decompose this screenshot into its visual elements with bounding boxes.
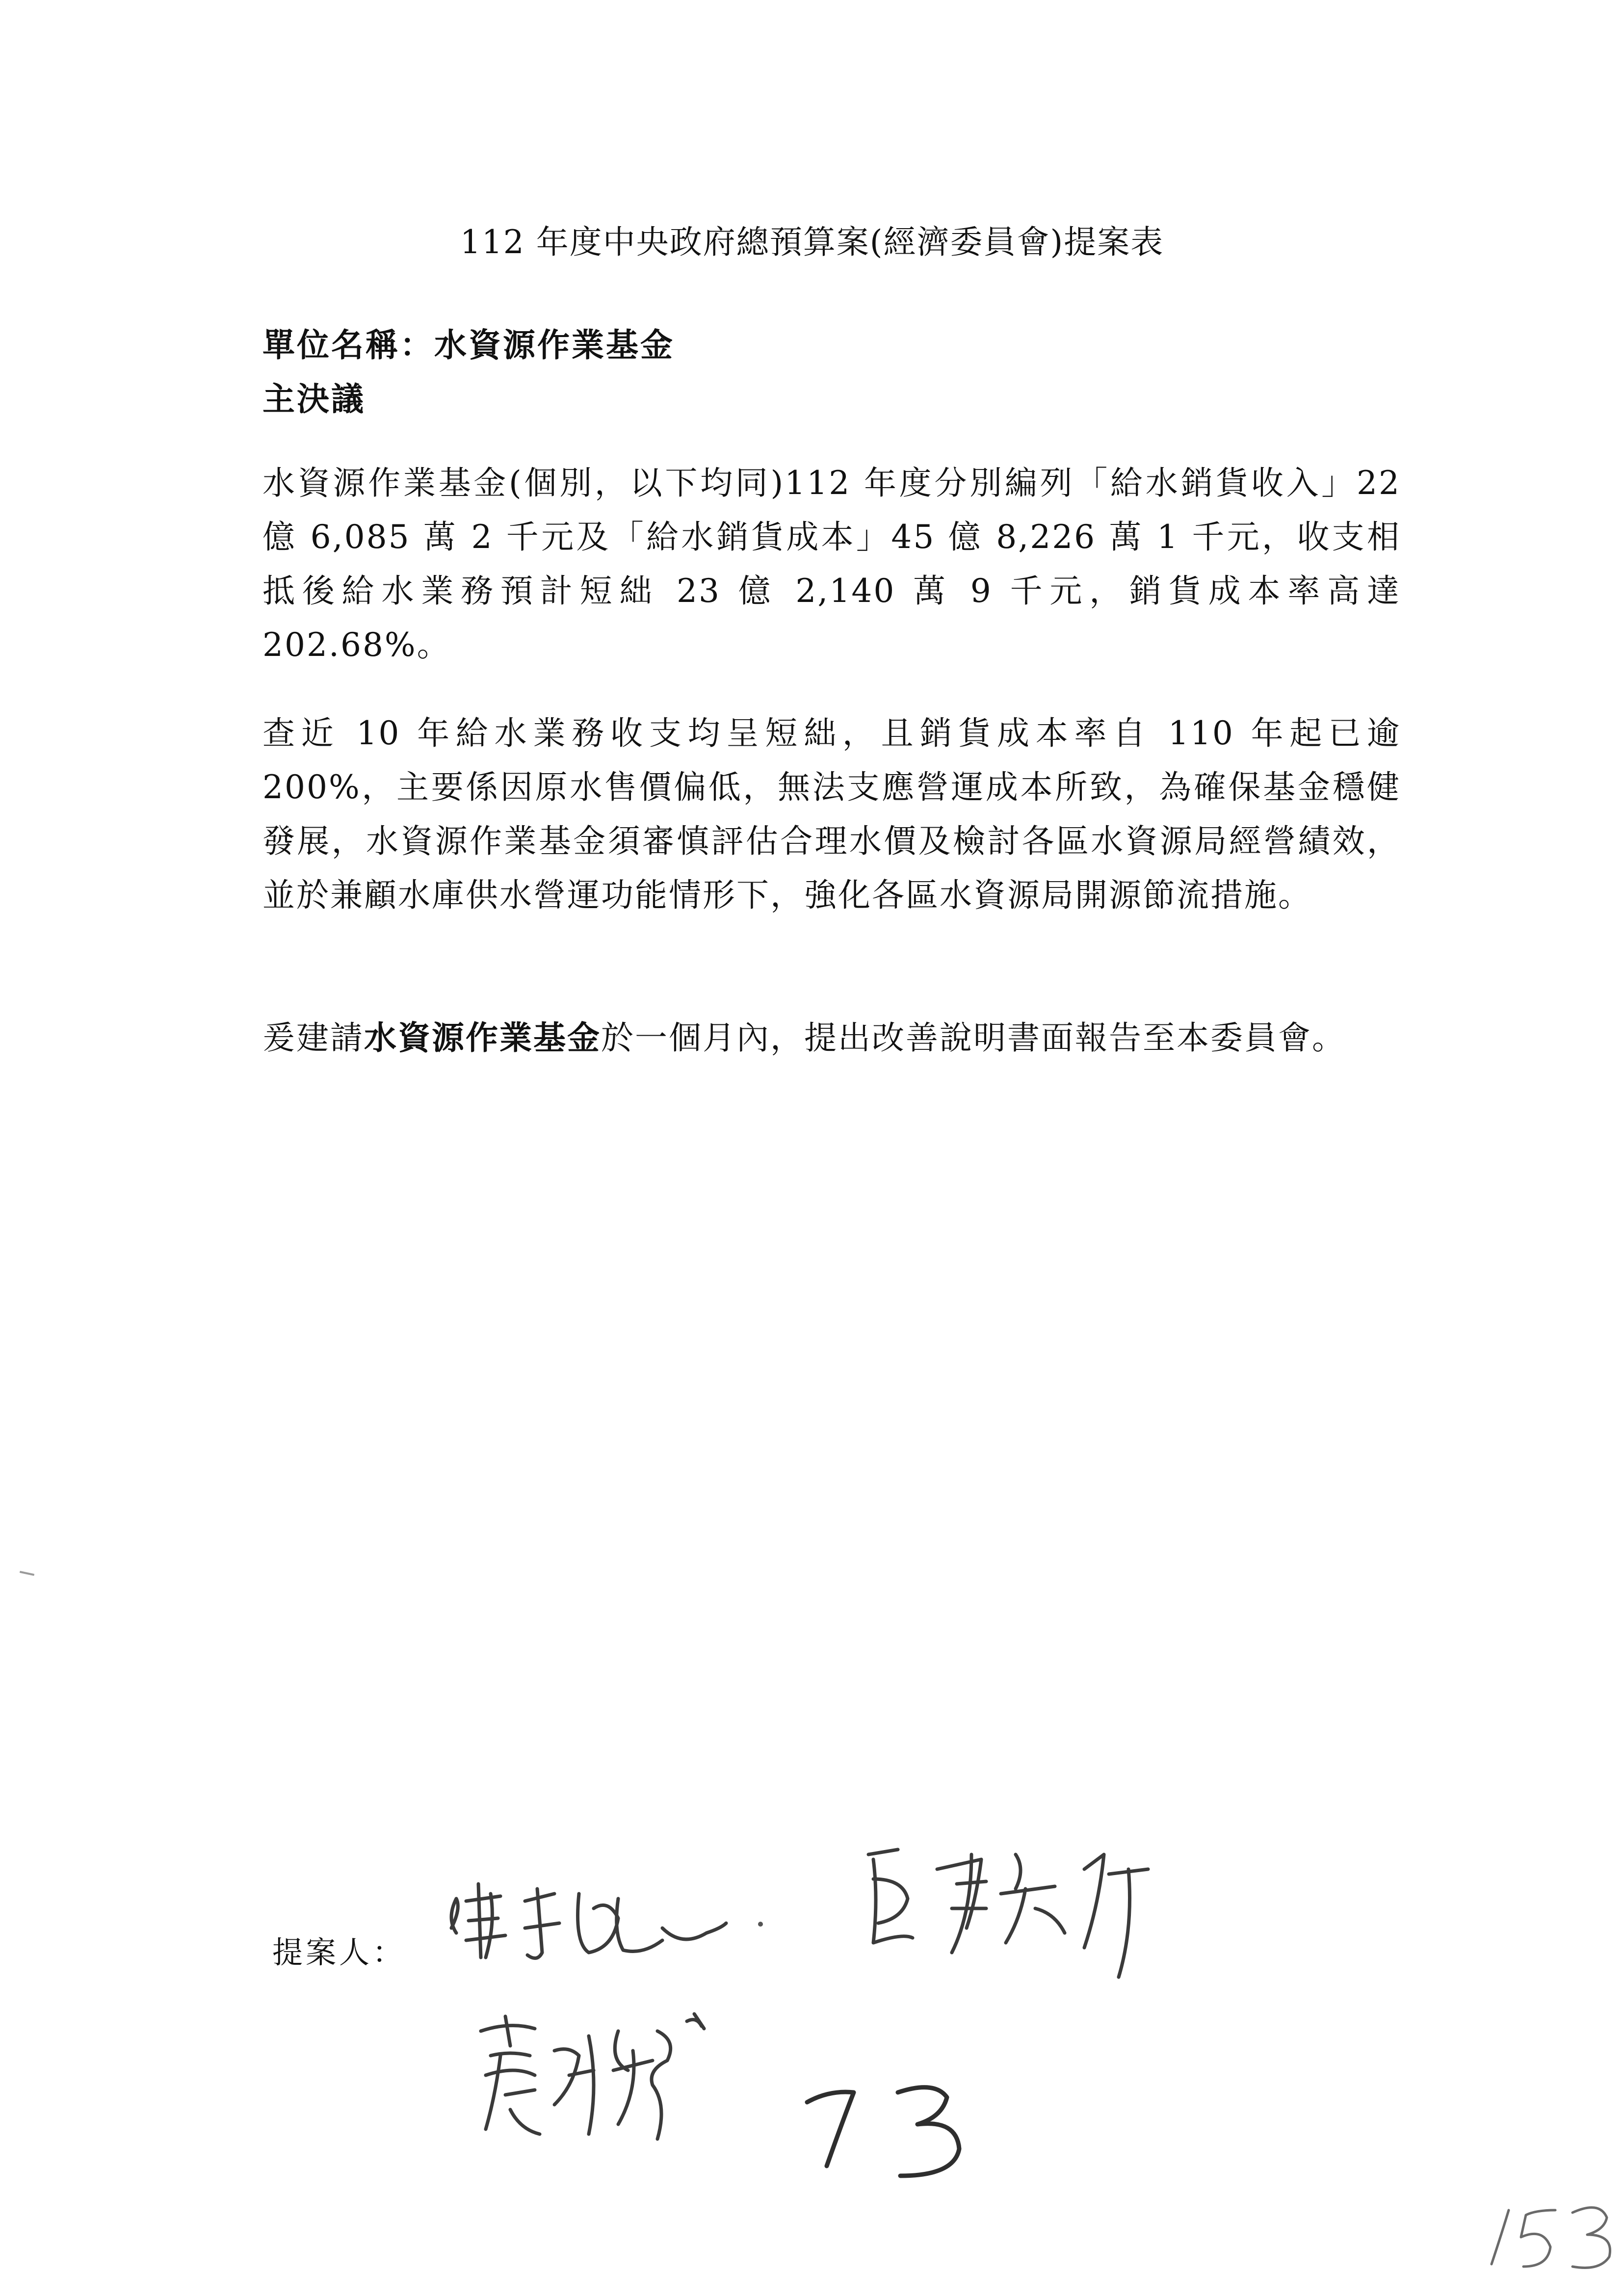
signature-3 xyxy=(471,2002,746,2164)
paragraph-request xyxy=(262,1011,1401,1065)
resolution-label: 主決議 xyxy=(262,380,366,418)
unit-name: 水資源作業基金 xyxy=(434,326,675,364)
handwritten-number-mark xyxy=(795,2075,1001,2183)
request-suffix: 於一個月內，提出改善說明書面報告至本委員會。 xyxy=(601,1019,1346,1057)
page-title: 112 年度中央政府總預算案(經濟委員會)提案表 xyxy=(460,223,1164,261)
paragraph-analysis: 查近 10 年給水業務收支均呈短絀，且銷貨成本率自 110 年起已逾 200%，主要係因原水售價偏低，無法支應營運成本所致，為確保基金穩健發展，水資源作業基金須審慎評估合理水價及檢討各區水資源局經營績效，並於兼顧水庫供水營運功能情形下，強化各區水資源局開源節流措施。 xyxy=(262,714,1401,914)
signature-1 xyxy=(432,1854,814,1982)
unit-line xyxy=(262,319,675,365)
scan-speck xyxy=(20,1571,34,1576)
paragraph-budget: 水資源作業基金(個別，以下均同)112 年度分別編列「給水銷貨收入」22 億 6,085 萬 2 千元及「給水銷貨成本」45 億 8,226 萬 1 千元，收支相抵後給水業務預計短絀 23 億 2,140 萬 9 千元，銷貨成本率高達 202.68%。 xyxy=(262,464,1401,664)
request-prefix: 爰建請 xyxy=(262,1019,364,1057)
signature-2 xyxy=(854,1825,1158,1982)
proposer-label: 提案人： xyxy=(272,1934,406,1970)
request-fund-name: 水資源作業基金 xyxy=(364,1018,601,1057)
unit-label: 單位名稱： xyxy=(262,326,434,364)
handwritten-page-number xyxy=(1487,2198,1614,2271)
